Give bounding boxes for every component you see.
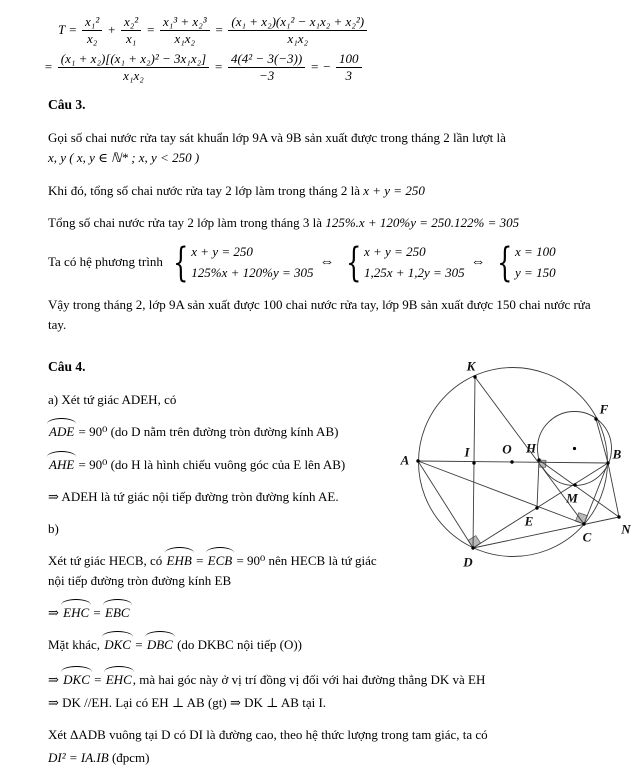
iff-arrow: ⇔	[319, 253, 335, 270]
angle-hat: AHE	[48, 455, 75, 475]
point-label-M: M	[566, 490, 578, 506]
brace-glyph: {	[172, 239, 189, 286]
point-dot-B	[606, 462, 609, 465]
segment-FB	[596, 419, 608, 463]
point-dot-H	[537, 459, 540, 462]
point-label-K: K	[466, 358, 476, 374]
cau4-b-line3: Mặt khác, DKC = DBC (do DKBC nội tiếp (O))	[48, 635, 640, 655]
brace-glyph: {	[496, 239, 512, 286]
angle-hat: ADE	[48, 422, 75, 442]
segment-AC	[418, 461, 584, 524]
math-text: =	[44, 59, 53, 75]
cau4-b-line7: DI² = IA.IB (đpcm)	[48, 750, 150, 766]
cau4-a-line3: AHE = 90⁰ (do H là hình chiếu vuông góc của E lên AB)	[48, 455, 640, 475]
point-label-A: A	[400, 452, 410, 468]
cau3-domain-math: x, y ( x, y ∈ ℕ* ; x, y < 250 )	[48, 150, 200, 166]
math-text: =	[146, 22, 155, 38]
formula-block	[44, 6, 640, 83]
equation-system-1	[168, 239, 314, 286]
cau3-paragraph-2: Khi đó, tổng số chai nước rửa tay 2 lớp làm trong tháng 2 là x + y = 250	[48, 182, 425, 198]
formula-line-1	[58, 14, 640, 46]
fraction: $\frac{\text{x₁²}}{\text{x₂}}$	[82, 14, 102, 46]
fraction: $\frac{\text{x₁³ + x₂³}}{\text{x₁x₂}}$	[160, 14, 210, 46]
math-text: T =	[58, 22, 78, 38]
cau4-b-line1: Xét tứ giác HECB, có EHB = ECB = 90⁰ nên HECB là tứ giác nội tiếp đường tròn đường kính EB	[48, 553, 377, 589]
point-dot-A	[416, 460, 419, 463]
cau4-a-conclusion: ⇒ ADEH là tứ giác nội tiếp đường tròn đường kính AE.	[48, 488, 339, 504]
cau4-a-line2: ADE = 90⁰ (do D nằm trên đường tròn đường kính AB)	[48, 422, 640, 442]
equation: 125%.x + 120%y = 250.122% = 305	[325, 214, 520, 230]
math-text: +	[107, 22, 116, 38]
point-dot-M	[573, 484, 576, 487]
angle-hat: EHC	[105, 670, 133, 690]
system-eq: y = 150	[515, 265, 556, 280]
point-label-E: E	[524, 513, 534, 529]
point-label-F: F	[599, 401, 609, 417]
point-dot-D	[471, 547, 474, 550]
cau4-b-line4: ⇒ DKC = EHC, mà hai góc này ở vị trí đồng vị đối với hai đường thẳng DK và EH	[48, 670, 640, 690]
cau4-a-intro: a) Xét tứ giác ADEH, có	[48, 392, 177, 408]
system-eq: 1,25x + 1,2y = 305	[363, 265, 465, 280]
section-cau3	[48, 95, 640, 335]
equation-system-2	[341, 239, 465, 286]
point-dot-K	[473, 376, 476, 379]
system-eq: x = 100	[515, 243, 556, 259]
angle-hat: DBC	[146, 635, 174, 655]
fraction: $\frac{\text{x₂²}}{\text{x₁}}$	[121, 14, 141, 46]
system-eq: x + y = 250	[191, 243, 253, 259]
point-dot-C	[582, 523, 585, 526]
small-circle-center-dot	[573, 447, 576, 450]
point-dot-O	[510, 461, 513, 464]
fraction: $\frac{\text{(x₁ + x₂)(x₁² − x₁x₂ + x₂²)}}{\text{x₁x₂}}$	[228, 14, 367, 46]
point-label-B: B	[612, 446, 622, 462]
system-eq: x + y = 250	[363, 243, 426, 259]
point-dot-E	[535, 507, 538, 510]
point-dot-N	[617, 516, 620, 519]
equation-system-3	[492, 239, 556, 286]
angle-hat: DKC	[103, 635, 132, 655]
angle-hat: ECB	[207, 551, 234, 571]
cau4-b-line2: ⇒ EHC = EBC	[48, 603, 640, 623]
cau4-heading: Câu 4.	[48, 359, 86, 375]
segment-AD	[418, 461, 473, 548]
cau3-heading: Câu 3.	[48, 97, 86, 113]
cau4-b-line5: ⇒ DK //EH. Lại có EH ⊥ AB (gt) ⇒ DK ⊥ AB tại I.	[48, 694, 327, 710]
geometry-diagram	[392, 353, 640, 577]
angle-hat: DKC	[62, 670, 91, 690]
fraction: $\frac{\text{(x₁ + x₂)[(x₁ + x₂)² − 3x₁x₂]}}{\text{x₁x₂}}$	[58, 51, 209, 83]
point-label-C: C	[582, 529, 592, 545]
math-text: =	[214, 59, 223, 75]
point-label-D: D	[463, 554, 473, 570]
point-label-H: H	[525, 440, 537, 456]
point-label-I: I	[464, 444, 470, 460]
brace-glyph: {	[345, 239, 361, 286]
section-cau4	[48, 357, 640, 768]
point-dot-F	[594, 418, 597, 421]
equation: DI² = IA.IB	[48, 750, 109, 766]
iff-arrow: ⇔	[470, 253, 486, 270]
segment-DN	[473, 517, 619, 548]
math-text: =	[214, 22, 224, 38]
angle-hat: EBC	[104, 603, 131, 623]
cau4-b-label: b)	[48, 520, 59, 536]
segment-BN	[608, 463, 619, 517]
equation: x + y = 250	[363, 182, 425, 198]
angle-hat: EHB	[166, 551, 193, 571]
cau3-conclusion: Vậy trong tháng 2, lớp 9A sản xuất được 100 chai nước rửa tay, lớp 9B sản xuất được 150 chai nước rửa tay.	[48, 297, 591, 333]
cau3-paragraph-1: Gọi số chai nước rửa tay sát khuẩn lớp 9A và 9B sản xuất được trong tháng 2 lần lượt là x, y ( x, y ∈ ℕ* ; x, y < 250 )	[48, 130, 506, 166]
point-label-N: N	[621, 521, 631, 537]
point-dot-I	[472, 462, 475, 465]
fraction: $\frac{100}{3}$	[336, 51, 362, 83]
cau4-b-line6: Xét ΔADB vuông tại D có DI là đường cao, theo hệ thức lượng trong tam giác, ta có	[48, 726, 488, 742]
system-eq: 125%x + 120%y = 305	[191, 265, 314, 280]
equation-system-row	[48, 239, 640, 286]
formula-line-2	[44, 51, 640, 83]
fraction: $\frac{\text{4(4² − 3(−3))}}{-3}$	[228, 51, 305, 83]
point-label-O: O	[502, 441, 512, 457]
cau3-paragraph-3: Tổng số chai nước rửa tay 2 lớp làm trong tháng 3 là 125%.x + 120%y = 250.122% = 305	[48, 214, 520, 230]
angle-hat: EHC	[62, 603, 90, 623]
segment-EH	[537, 460, 539, 508]
math-text: = −	[310, 59, 332, 75]
segment-BC	[584, 463, 608, 524]
system-label: Ta có hệ phương trình	[48, 254, 163, 270]
